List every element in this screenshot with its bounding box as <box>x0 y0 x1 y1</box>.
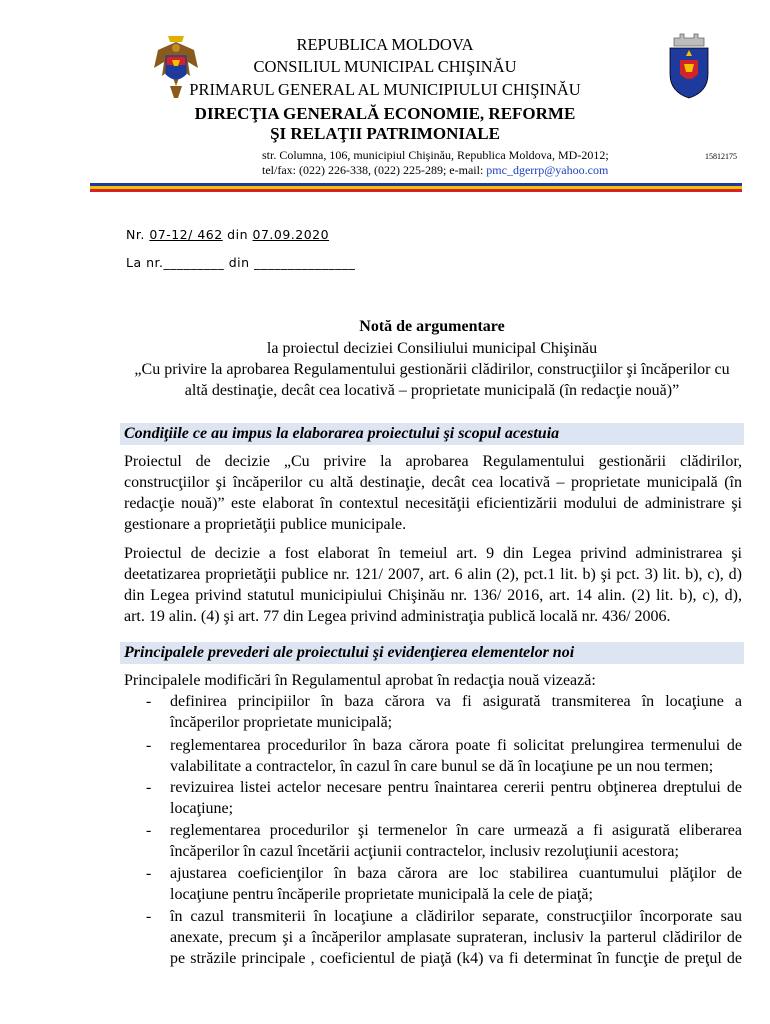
header-country: REPUBLICA MOLDOVA <box>296 35 474 54</box>
header-address: str. Columna, 106, municipiul Chişinău, Republica Moldova, MD-2012; <box>262 148 609 162</box>
reference-line: La nr._________ din _______________ <box>126 255 356 270</box>
section1-paragraph-2: Proiectul de decizie a fost elaborat în temeiul art. 9 din Legea privind administrarea şi deetatizarea proprietăţii publice nr. 121/ 2007, art. 6 alin (2), pct.1 lit. b) şi pct. 3) lit. b), c), d) din Legea privind statutul municipiului Chişinău nr. 136/ 2016, art. 14 alin. (2) lit. b), c), d), art. 19 alin. (4) şi art. 77 din Legea privind administraţia publică locală nr. 436/ 2006. <box>124 545 742 625</box>
document-title: Notă de argumentare <box>359 318 505 335</box>
header-contact: tel/fax: (022) 226-338, (022) 225-289; e-mail: pmc_dgerrp@yahoo.com <box>262 163 609 177</box>
project-name-2: altă destinaţie, decât cea locativă – proprietate municipală (în redacţie nouă)” <box>184 382 680 399</box>
section-heading-provisions: Principalele prevederi ale proiectului şi evidenţierea elementelor noi <box>120 642 744 664</box>
section2-intro: Principalele modificări în Regulamentul aprobat în redacţia nouă vizează: <box>124 672 596 689</box>
header-department-2: ŞI RELAŢII PATRIMONIALE <box>270 124 500 143</box>
document-subtitle: la proiectul deciziei Consiliului municipal Chişinău <box>266 340 598 357</box>
section1-paragraph-1: Proiectul de decizie „Cu privire la aprobarea Regulamentului gestionării clădirilor, construcţiilor şi încăperilor cu altă destinaţie, decât cea locativă – proprietate municipală (în redacţie nouă)” este elaborat în contextul necesităţii eficientizării modului de administrare şi gestionare a proprietăţii publice municipale. <box>124 453 742 533</box>
header-council: CONSILIUL MUNICIPAL CHIŞINĂU <box>253 57 517 76</box>
project-name-1: „Cu privire la aprobarea Regulamentului gestionării clădirilor, construcţiilor şi încăperilor cu <box>134 361 730 378</box>
document-date: 07.09.2020 <box>252 227 330 242</box>
tricolor-red <box>90 189 742 192</box>
registration-number: 15812175 <box>705 152 737 161</box>
email-link[interactable]: pmc_dgerrp@yahoo.com <box>486 163 609 177</box>
header-mayor: PRIMARUL GENERAL AL MUNICIPIULUI CHIŞINĂU <box>189 80 581 99</box>
section-heading-conditions: Condiţiile ce au impus la elaborarea proiectului şi scopul acestuia <box>120 423 744 445</box>
header-department-1: DIRECŢIA GENERALĂ ECONOMIE, REFORME <box>194 104 576 123</box>
document-number: 07-12/ 462 <box>149 227 223 242</box>
document-number-line: Nr. 07-12/ 462 din 07.09.2020 <box>126 227 330 242</box>
